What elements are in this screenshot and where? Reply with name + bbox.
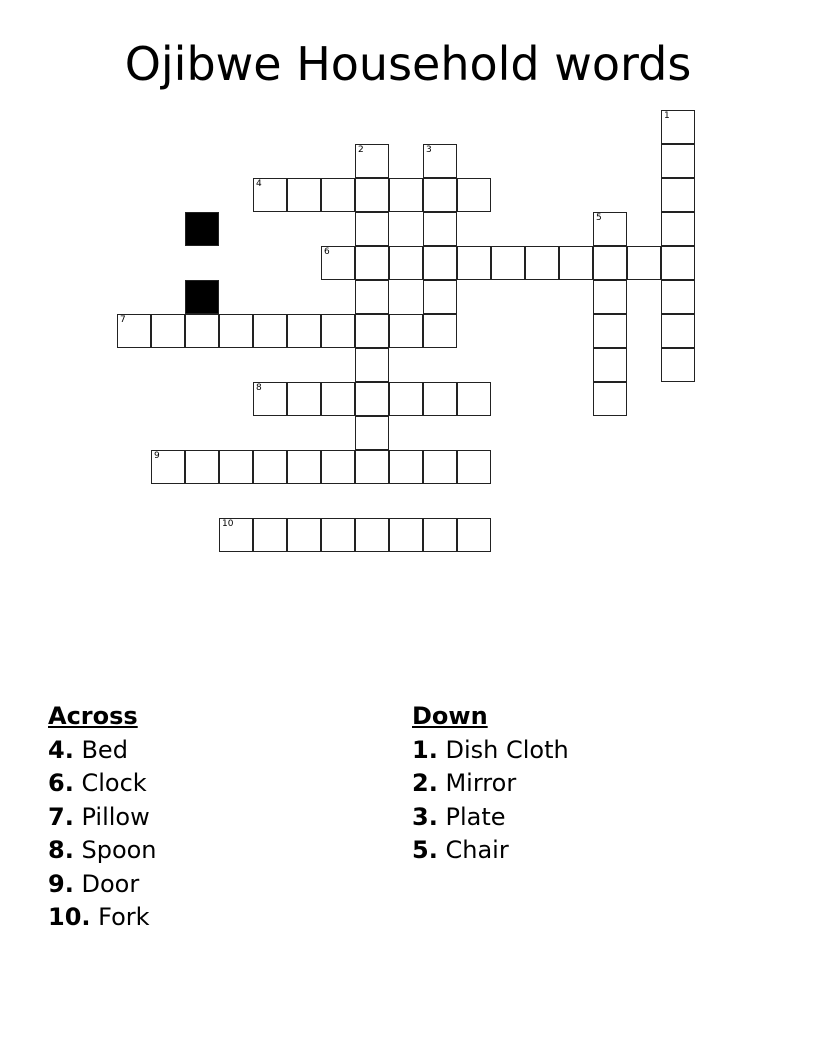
clue-across-8: [48, 834, 157, 868]
clue-number: 7.: [48, 802, 74, 831]
grid-cell[interactable]: [423, 314, 457, 348]
grid-cell[interactable]: [355, 382, 389, 416]
grid-cell[interactable]: [321, 246, 355, 280]
clue-text: Dish Cloth: [445, 735, 569, 764]
grid-cell[interactable]: [661, 178, 695, 212]
grid-cell[interactable]: [457, 450, 491, 484]
grid-cell[interactable]: [219, 518, 253, 552]
grid-cell[interactable]: [287, 450, 321, 484]
clue-number: 10.: [48, 903, 91, 931]
grid-cell[interactable]: [253, 518, 287, 552]
grid-cell[interactable]: [321, 450, 355, 484]
clue-number: 6.: [48, 769, 74, 797]
clue-text: Fork: [98, 903, 150, 931]
clue-number: 4.: [48, 735, 74, 764]
grid-cell[interactable]: [253, 178, 287, 212]
grid-cell[interactable]: [355, 348, 389, 382]
grid-cell[interactable]: [185, 450, 219, 484]
clue-text: Spoon: [81, 836, 157, 864]
grid-cell[interactable]: [491, 246, 525, 280]
grid-cell[interactable]: [185, 314, 219, 348]
clue-number: 3.: [412, 802, 438, 831]
down-clues: [412, 700, 569, 868]
clue-down-5: [412, 834, 569, 868]
grid-cell[interactable]: [287, 178, 321, 212]
grid-cell[interactable]: [593, 246, 627, 280]
grid-cell[interactable]: [219, 450, 253, 484]
grid-cell[interactable]: [457, 178, 491, 212]
grid-cell[interactable]: [355, 280, 389, 314]
grid-cell[interactable]: [355, 314, 389, 348]
grid-cell[interactable]: [389, 450, 423, 484]
down-heading: Down: [412, 702, 488, 730]
grid-cell[interactable]: [355, 246, 389, 280]
black-square: [185, 280, 219, 314]
grid-cell[interactable]: [287, 314, 321, 348]
grid-cell[interactable]: [287, 518, 321, 552]
clue-down-3: [412, 801, 569, 835]
grid-cell[interactable]: [287, 382, 321, 416]
clue-text: Bed: [81, 735, 128, 764]
grid-cell[interactable]: [559, 246, 593, 280]
grid-cell[interactable]: [355, 518, 389, 552]
grid-cell[interactable]: [151, 450, 185, 484]
grid-cell[interactable]: [423, 178, 457, 212]
grid-cell[interactable]: [661, 314, 695, 348]
clue-down-2: [412, 767, 569, 801]
grid-cell[interactable]: [525, 246, 559, 280]
clue-number: 9.: [48, 869, 74, 898]
grid-cell[interactable]: [661, 212, 695, 246]
grid-cell[interactable]: [117, 314, 151, 348]
grid-cell[interactable]: [457, 518, 491, 552]
grid-cell[interactable]: [661, 348, 695, 382]
grid-cell[interactable]: [423, 144, 457, 178]
clue-across-6: [48, 767, 157, 801]
grid-cell[interactable]: [355, 144, 389, 178]
clue-number-label: 2: [358, 145, 364, 155]
clue-number-label: 10: [222, 519, 234, 529]
grid-cell[interactable]: [593, 382, 627, 416]
grid-cell[interactable]: [321, 518, 355, 552]
grid-cell[interactable]: [321, 382, 355, 416]
page-title: Ojibwe Household words: [124, 37, 692, 91]
clue-number-label: 1: [664, 111, 670, 121]
clue-text: Mirror: [445, 769, 517, 797]
clue-across-9: [48, 868, 157, 902]
grid-cell[interactable]: [593, 280, 627, 314]
grid-cell[interactable]: [355, 212, 389, 246]
grid-cell[interactable]: [423, 280, 457, 314]
clue-text: Plate: [445, 802, 506, 831]
grid-cell[interactable]: [253, 314, 287, 348]
clue-across-7: [48, 801, 157, 835]
clue-text: Door: [81, 869, 140, 898]
grid-cell[interactable]: [389, 178, 423, 212]
grid-cell[interactable]: [253, 382, 287, 416]
grid-cell[interactable]: [253, 450, 287, 484]
clue-number: 8.: [48, 836, 74, 864]
grid-cell[interactable]: [661, 144, 695, 178]
black-square: [185, 212, 219, 246]
across-heading: Across: [48, 702, 138, 730]
grid-cell[interactable]: [661, 110, 695, 144]
clue-across-4: [48, 734, 157, 768]
grid-cell[interactable]: [389, 314, 423, 348]
clue-number-label: 6: [324, 247, 330, 257]
clue-number: 5.: [412, 836, 438, 864]
grid-cell[interactable]: [423, 518, 457, 552]
grid-cell[interactable]: [389, 518, 423, 552]
clue-down-1: [412, 734, 569, 768]
grid-cell[interactable]: [661, 246, 695, 280]
grid-cell[interactable]: [661, 280, 695, 314]
clue-across-10: [48, 901, 157, 935]
clue-number-label: 3: [426, 145, 432, 155]
clue-number-label: 9: [154, 451, 160, 461]
grid-cell[interactable]: [423, 246, 457, 280]
grid-cell[interactable]: [355, 178, 389, 212]
clue-number-label: 4: [256, 179, 262, 189]
clue-text: Chair: [445, 836, 509, 864]
grid-cell[interactable]: [151, 314, 185, 348]
grid-cell[interactable]: [593, 212, 627, 246]
clue-number-label: 5: [596, 213, 602, 223]
grid-cell[interactable]: [423, 382, 457, 416]
grid-cell[interactable]: [355, 450, 389, 484]
grid-cell[interactable]: [389, 382, 423, 416]
clue-number: 1.: [412, 735, 438, 764]
grid-cell[interactable]: [219, 314, 253, 348]
across-clues: [48, 700, 157, 935]
grid-cell[interactable]: [389, 246, 423, 280]
grid-cell[interactable]: [593, 348, 627, 382]
clue-text: Clock: [81, 769, 147, 797]
grid-cell[interactable]: [355, 416, 389, 450]
clue-text: Pillow: [81, 802, 150, 831]
clue-number-label: 7: [120, 315, 126, 325]
grid-cell[interactable]: [457, 246, 491, 280]
grid-cell[interactable]: [627, 246, 661, 280]
grid-cell[interactable]: [321, 314, 355, 348]
grid-cell[interactable]: [423, 212, 457, 246]
grid-cell[interactable]: [457, 382, 491, 416]
grid-cell[interactable]: [593, 314, 627, 348]
clue-number: 2.: [412, 769, 438, 797]
grid-cell[interactable]: [423, 450, 457, 484]
grid-cell[interactable]: [321, 178, 355, 212]
clue-number-label: 8: [256, 383, 262, 393]
